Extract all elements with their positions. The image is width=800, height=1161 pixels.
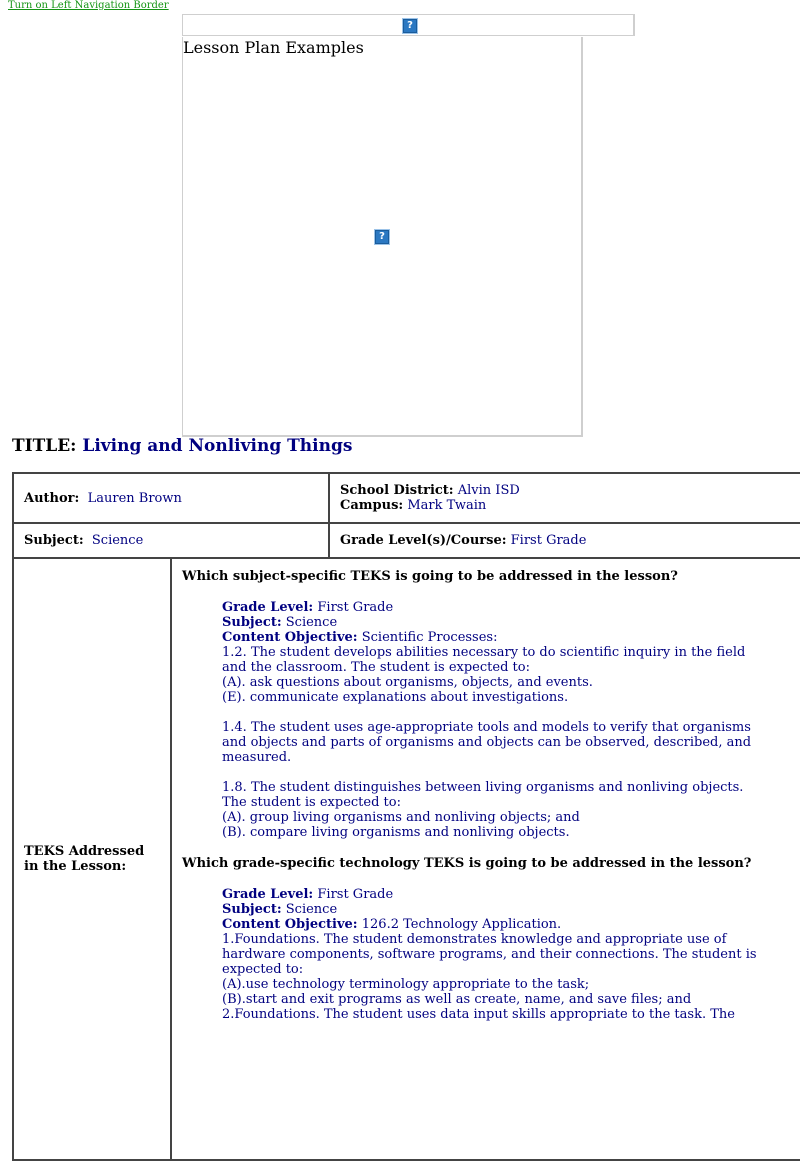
district-cell [329,473,800,523]
campus-label: Campus: [340,498,404,513]
teks-label: TEKS Addressed in the Lesson: [24,844,145,874]
teks-label-cell [14,559,171,1159]
author-label: Author: [24,490,80,506]
teks-line: 1.2. The student develops abilities necessary to do scientific inquiry in the field and the classroom. The student is expected to: [222,645,746,675]
lesson-info-table [12,472,800,1161]
subject-label: Subject: [24,533,84,548]
teks-line: 1.8. The student distinguishes between living organisms and nonliving objects. The student is expected to: [222,780,744,810]
teks-line: (A). group living organisms and nonliving objects; and [222,810,580,825]
teks-line: 2.Foundations. The student uses data input skills appropriate to the task. The [222,1007,735,1022]
broken-image-icon: ? [374,229,390,245]
objective-value: Scientific Processes: [361,630,498,645]
lesson-plan-frame [182,37,583,437]
header-banner [182,14,635,36]
grade-level-value: First Grade [317,887,394,902]
subject-value: Science [285,615,338,630]
subject-cell [13,523,329,558]
tech-teks-block [222,887,757,1022]
teks-content-cell [171,559,800,1159]
grade-value: First Grade [510,533,587,548]
grade-level-label: Grade Level: [222,887,314,902]
subject-teks-question: Which subject-specific TEKS is going to be addressed in the lesson? [182,569,678,584]
tech-teks-question: Which grade-specific technology TEKS is going to be addressed in the lesson? [182,856,752,871]
subject-value: Science [91,533,144,548]
toggle-left-nav-link[interactable]: Turn on Left Navigation Border [8,0,169,11]
district-label: School District: [340,483,454,498]
author-cell [13,473,329,523]
teks-line: (E). communicate explanations about investigations. [222,690,569,705]
subject-value: Science [285,902,338,917]
title-value: Living and Nonliving Things [82,436,353,456]
author-value: Lauren Brown [87,490,182,506]
objective-label: Content Objective: [222,630,358,645]
teks-line: (B).start and exit programs as well as create, name, and save files; and [222,992,692,1007]
subject-label: Subject: [222,902,282,917]
grade-cell [329,523,800,558]
subject-teks-block [222,600,757,840]
teks-line: (A). ask questions about organisms, objects, and events. [222,675,593,690]
teks-line: 1.Foundations. The student demonstrates knowledge and appropriate use of hardware components, software programs, and their connections. The student is expected to: [222,932,757,977]
teks-line: (A).use technology terminology appropriate to the task; [222,977,590,992]
grade-label: Grade Level(s)/Course: [340,533,507,548]
grade-level-label: Grade Level: [222,600,314,615]
campus-value: Mark Twain [407,498,487,513]
teks-line: (B). compare living organisms and nonliving objects. [222,825,570,840]
broken-image-icon: ? [402,18,418,34]
teks-line: 1.4. The student uses age-appropriate tools and models to verify that organisms and objects and parts of organisms and objects can be observed, described, and measured. [222,720,752,765]
lesson-title [12,436,352,456]
frame-title: Lesson Plan Examples [183,38,364,57]
district-value: Alvin ISD [457,483,520,498]
grade-level-value: First Grade [317,600,394,615]
objective-label: Content Objective: [222,917,358,932]
objective-value: 126.2 Technology Application. [361,917,562,932]
subject-label: Subject: [222,615,282,630]
title-label: TITLE: [12,436,77,456]
